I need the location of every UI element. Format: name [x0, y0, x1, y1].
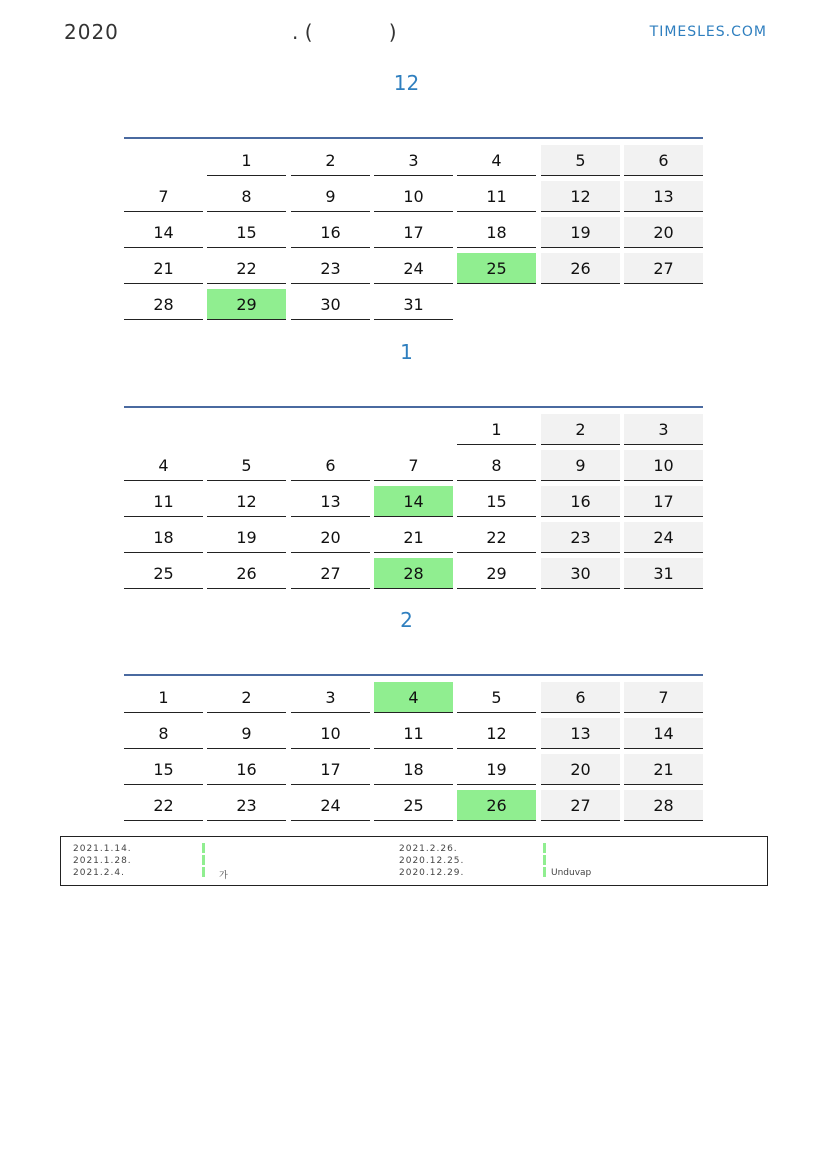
holiday-swatch — [202, 843, 205, 853]
day-cell: 5 — [457, 682, 536, 713]
weekend-day-cell: 13 — [541, 718, 620, 749]
weekend-day-cell: 27 — [541, 790, 620, 821]
weekend-day-cell: 6 — [624, 145, 703, 176]
site-link[interactable]: TIMESLES.COM — [649, 24, 767, 40]
day-cell: 7 — [374, 450, 453, 481]
day-cell: 29 — [457, 558, 536, 589]
legend-date: 2021.1.28. — [73, 856, 132, 866]
weekend-day-cell: 2 — [541, 414, 620, 445]
day-cell: 2 — [207, 682, 286, 713]
legend-date: 2020.12.29. — [399, 868, 465, 878]
holiday-swatch — [202, 855, 205, 865]
day-cell: 22 — [207, 253, 286, 284]
day-cell: 23 — [291, 253, 370, 284]
day-cell: 31 — [374, 289, 453, 320]
weekend-day-cell: 28 — [624, 790, 703, 821]
day-cell: 18 — [124, 522, 203, 553]
month-title: 1 — [400, 340, 413, 364]
day-cell: 14 — [124, 217, 203, 248]
weekend-day-cell: 26 — [541, 253, 620, 284]
day-cell: 24 — [291, 790, 370, 821]
weekend-day-cell: 20 — [624, 217, 703, 248]
day-cell: 1 — [457, 414, 536, 445]
weekend-day-cell: 6 — [541, 682, 620, 713]
weekend-day-cell: 17 — [624, 486, 703, 517]
weekend-day-cell: 23 — [541, 522, 620, 553]
day-cell: 15 — [207, 217, 286, 248]
weekend-day-cell: 19 — [541, 217, 620, 248]
year-title: 2020 — [64, 20, 119, 44]
weekend-day-cell: 24 — [624, 522, 703, 553]
day-cell: 25 — [124, 558, 203, 589]
day-cell: 1 — [124, 682, 203, 713]
day-cell: 13 — [291, 486, 370, 517]
day-cell: 15 — [457, 486, 536, 517]
holiday-swatch — [543, 867, 546, 877]
day-cell: 21 — [374, 522, 453, 553]
day-cell: 21 — [124, 253, 203, 284]
day-cell: 4 — [124, 450, 203, 481]
weekend-day-cell: 30 — [541, 558, 620, 589]
legend-name: Unduvap — [551, 868, 592, 878]
day-cell: 7 — [124, 181, 203, 212]
day-cell: 18 — [457, 217, 536, 248]
weekend-day-cell: 31 — [624, 558, 703, 589]
page-subtitle: . ( ) — [292, 20, 397, 44]
day-cell: 9 — [207, 718, 286, 749]
day-cell: 8 — [457, 450, 536, 481]
day-cell: 6 — [291, 450, 370, 481]
day-cell: 22 — [124, 790, 203, 821]
day-cell: 9 — [291, 181, 370, 212]
day-cell: 11 — [124, 486, 203, 517]
day-cell: 17 — [374, 217, 453, 248]
weekend-day-cell: 9 — [541, 450, 620, 481]
day-cell: 3 — [291, 682, 370, 713]
holiday-day-cell: 29 — [207, 289, 286, 320]
day-cell: 12 — [457, 718, 536, 749]
legend-date: 2021.1.14. — [73, 844, 132, 854]
day-cell: 15 — [124, 754, 203, 785]
day-cell: 19 — [457, 754, 536, 785]
holiday-day-cell: 28 — [374, 558, 453, 589]
weekend-day-cell: 5 — [541, 145, 620, 176]
day-cell: 1 — [207, 145, 286, 176]
month-grid — [124, 137, 703, 325]
weekend-day-cell: 13 — [624, 181, 703, 212]
holiday-swatch — [543, 855, 546, 865]
day-cell: 8 — [124, 718, 203, 749]
holiday-day-cell: 25 — [457, 253, 536, 284]
day-cell: 26 — [207, 558, 286, 589]
day-cell: 17 — [291, 754, 370, 785]
day-cell: 28 — [124, 289, 203, 320]
weekend-day-cell: 20 — [541, 754, 620, 785]
day-cell: 18 — [374, 754, 453, 785]
weekend-day-cell: 12 — [541, 181, 620, 212]
day-cell: 24 — [374, 253, 453, 284]
holiday-legend — [60, 836, 768, 886]
month-title: 2 — [400, 608, 413, 632]
day-cell: 30 — [291, 289, 370, 320]
weekend-day-cell: 14 — [624, 718, 703, 749]
holiday-swatch — [202, 867, 205, 877]
day-cell: 19 — [207, 522, 286, 553]
legend-name: 가 — [219, 871, 228, 881]
day-cell: 5 — [207, 450, 286, 481]
weekend-day-cell: 16 — [541, 486, 620, 517]
day-cell: 27 — [291, 558, 370, 589]
day-cell: 4 — [457, 145, 536, 176]
weekend-day-cell: 27 — [624, 253, 703, 284]
month-title: 12 — [393, 71, 420, 95]
month-grid — [124, 406, 703, 594]
weekend-day-cell: 21 — [624, 754, 703, 785]
holiday-day-cell: 4 — [374, 682, 453, 713]
day-cell: 11 — [457, 181, 536, 212]
weekend-day-cell: 3 — [624, 414, 703, 445]
day-cell: 2 — [291, 145, 370, 176]
weekend-day-cell: 7 — [624, 682, 703, 713]
day-cell: 11 — [374, 718, 453, 749]
holiday-swatch — [543, 843, 546, 853]
day-cell: 22 — [457, 522, 536, 553]
day-cell: 8 — [207, 181, 286, 212]
day-cell: 3 — [374, 145, 453, 176]
legend-date: 2021.2.26. — [399, 844, 458, 854]
day-cell: 20 — [291, 522, 370, 553]
holiday-day-cell: 14 — [374, 486, 453, 517]
day-cell: 25 — [374, 790, 453, 821]
month-grid — [124, 674, 703, 826]
day-cell: 16 — [207, 754, 286, 785]
day-cell: 10 — [374, 181, 453, 212]
weekend-day-cell: 10 — [624, 450, 703, 481]
day-cell: 12 — [207, 486, 286, 517]
holiday-day-cell: 26 — [457, 790, 536, 821]
legend-date: 2020.12.25. — [399, 856, 465, 866]
day-cell: 23 — [207, 790, 286, 821]
day-cell: 16 — [291, 217, 370, 248]
day-cell: 10 — [291, 718, 370, 749]
legend-date: 2021.2.4. — [73, 868, 125, 878]
